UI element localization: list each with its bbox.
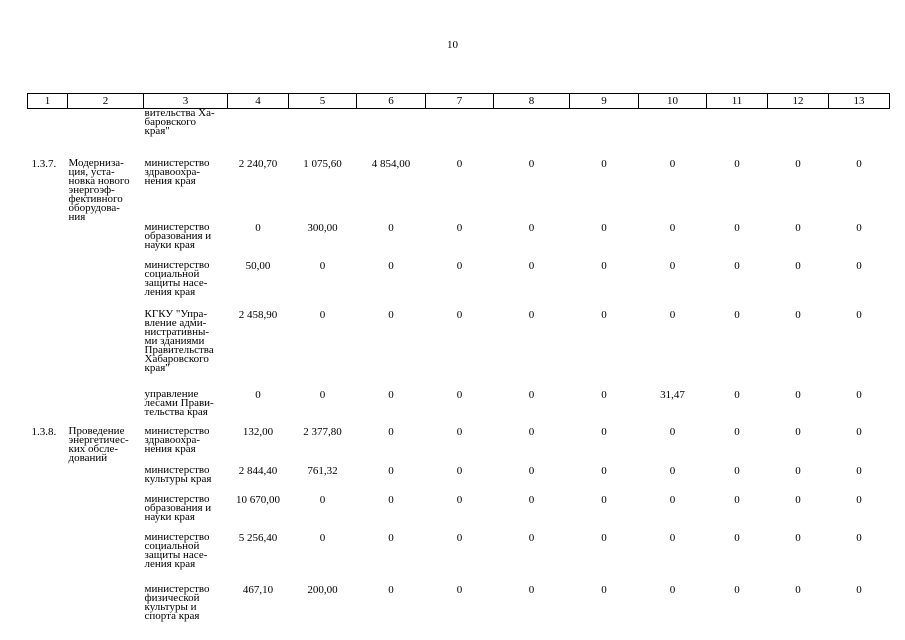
value-cell: 50,00 [245,259,271,272]
item-name-cell [68,260,144,309]
executor-cell: министерство образования и науки края [144,220,212,251]
value-cell: 0 [528,259,535,272]
column-header: 8 [494,94,570,109]
value-cell: 0 [734,388,740,401]
value-cell: 0 [388,531,394,544]
table-body [28,109,890,634]
value-cell: 200,00 [307,583,338,596]
value-cell: 2 458,90 [238,308,278,321]
value-cell: 0 [601,425,607,438]
item-code-cell [28,309,68,389]
column-header: 2 [68,94,144,109]
value-cell: 0 [795,221,801,234]
value-cell: 0 [601,531,607,544]
value-cell: 0 [456,221,463,234]
item-code-cell [28,465,68,494]
value-cell: 0 [734,493,740,506]
item-name-cell [68,222,144,260]
item-name-cell [68,389,144,426]
value-cell: 0 [388,388,394,401]
value-cell: 0 [388,583,394,596]
column-header: 6 [357,94,426,109]
executor-cell: министерство образования и науки края [144,492,212,523]
value-cell: 0 [601,493,607,506]
value-cell: 0 [734,464,740,477]
item-code-cell [28,494,68,532]
item-code-cell [28,389,68,426]
value-cell: 0 [456,493,463,506]
item-code-cell [28,532,68,584]
value-cell: 0 [319,531,326,544]
column-header: 4 [228,94,289,109]
item-name-cell: Модерниза- ция, уста- новка нового энергоэф- фективного оборудова- ния [68,156,130,223]
value-cell: 0 [528,493,535,506]
value-cell: 0 [734,221,740,234]
value-cell: 0 [456,464,463,477]
value-cell: 0 [795,388,801,401]
value-cell: 0 [319,308,326,321]
value-cell: 0 [601,157,607,170]
item-code-cell [28,222,68,260]
executor-cell: министерство здравоохра- нения края [144,156,210,187]
value-cell: 132,00 [242,425,274,438]
column-header: 10 [639,94,707,109]
value-cell: 0 [456,259,463,272]
value-cell: 0 [456,388,463,401]
value-cell: 0 [795,464,801,477]
value-cell: 0 [528,531,535,544]
value-cell: 0 [601,583,607,596]
table-row [28,532,890,584]
value-cell: 2 844,40 [238,464,278,477]
value-cell: 0 [734,157,740,170]
value-cell: 0 [319,493,326,506]
value-cell: 0 [388,259,394,272]
value-cell: 0 [734,259,740,272]
executor-cell: вительства Ха- баровского края" [144,107,215,137]
item-name-cell [68,532,144,584]
value-cell: 0 [669,464,676,477]
value-cell: 0 [528,388,535,401]
value-cell: 0 [319,388,326,401]
item-name-cell [68,309,144,389]
value-cell: 0 [856,425,862,438]
value-cell: 0 [856,221,862,234]
column-header: 5 [289,94,357,109]
page-number: 10 [447,39,458,51]
value-cell: 0 [795,583,801,596]
value-cell: 0 [601,464,607,477]
item-code-cell [28,260,68,309]
value-cell: 10 670,00 [236,493,280,506]
value-cell: 0 [795,259,801,272]
value-cell: 0 [856,259,862,272]
value-cell: 0 [456,531,463,544]
value-cell: 761,32 [307,464,338,477]
column-header: 11 [707,94,768,109]
value-cell: 4 854,00 [371,157,411,170]
value-cell: 0 [601,308,607,321]
value-cell: 0 [795,308,801,321]
value-cell: 300,00 [307,221,338,234]
value-cell: 0 [528,425,535,438]
executor-cell: КГКУ "Упра- вление адми- нистративны- ми зданиями Правительства Хабаровского края" [144,307,214,374]
item-name-cell [68,494,144,532]
value-cell: 0 [601,221,607,234]
value-cell: 467,10 [242,583,274,596]
value-cell: 0 [528,221,535,234]
value-cell: 0 [734,531,740,544]
table-row [28,465,890,494]
value-cell: 0 [456,583,463,596]
value-cell: 0 [456,308,463,321]
value-cell: 0 [528,583,535,596]
value-cell: 2 377,80 [303,425,342,438]
value-cell: 0 [669,221,676,234]
table-row [28,389,890,426]
column-header: 3 [144,94,228,109]
table-row [28,584,890,634]
value-cell: 0 [388,425,394,438]
column-header: 12 [768,94,829,109]
table-row [28,494,890,532]
value-cell: 0 [319,259,326,272]
value-cell: 0 [734,308,740,321]
table-row [28,222,890,260]
value-cell: 0 [388,221,394,234]
value-cell: 0 [669,493,676,506]
table-row [28,158,890,222]
item-code-cell [28,584,68,634]
value-cell: 31,47 [660,388,685,401]
value-cell: 0 [528,157,535,170]
value-cell: 0 [255,221,261,234]
value-cell: 0 [528,464,535,477]
value-cell: 0 [795,531,801,544]
table-row [28,309,890,389]
item-name-cell [68,465,144,494]
executor-cell: министерство социальной защиты насе- ления края [144,258,210,298]
value-cell: 0 [734,583,740,596]
value-cell: 2 240,70 [238,157,278,170]
value-cell: 0 [669,531,676,544]
item-name-cell: Проведение энергетичес- ких обсле- дований [68,424,129,464]
value-cell: 5 256,40 [238,531,278,544]
column-header: 1 [28,94,68,109]
value-cell: 0 [795,425,801,438]
executor-cell: министерство социальной защиты насе- ления края [144,530,210,570]
value-cell: 0 [388,493,394,506]
value-cell: 0 [388,308,394,321]
value-cell: 0 [528,308,535,321]
item-code-cell: 1.3.7. [31,157,57,170]
table-row [28,260,890,309]
value-cell: 0 [856,388,862,401]
executor-cell: управление лесами Прави- тельства края [144,387,214,418]
executor-cell: министерство культуры края [144,463,212,485]
value-cell: 0 [669,157,676,170]
budget-table [27,93,890,634]
item-name-cell [68,584,144,634]
column-header: 7 [426,94,494,109]
value-cell: 0 [795,157,801,170]
executor-cell: министерство физической культуры и спорта края [144,582,210,622]
value-cell: 0 [669,425,676,438]
value-cell: 0 [388,464,394,477]
value-cell: 0 [456,157,463,170]
value-cell: 1 075,60 [303,157,342,170]
item-code-cell: 1.3.8. [31,425,57,438]
value-cell: 0 [669,259,676,272]
value-cell: 0 [856,531,862,544]
value-cell: 0 [669,308,676,321]
value-cell: 0 [856,308,862,321]
value-cell: 0 [601,259,607,272]
value-cell: 0 [795,493,801,506]
value-cell: 0 [456,425,463,438]
value-cell: 0 [601,388,607,401]
continued-row [28,109,890,158]
column-header: 13 [829,94,890,109]
value-cell: 0 [255,388,261,401]
value-cell: 0 [856,583,862,596]
value-cell: 0 [856,464,862,477]
column-header: 9 [570,94,639,109]
table-row [28,426,890,465]
value-cell: 0 [856,493,862,506]
value-cell: 0 [669,583,676,596]
executor-cell: министерство здравоохра- нения края [144,424,210,455]
value-cell: 0 [734,425,740,438]
value-cell: 0 [856,157,862,170]
